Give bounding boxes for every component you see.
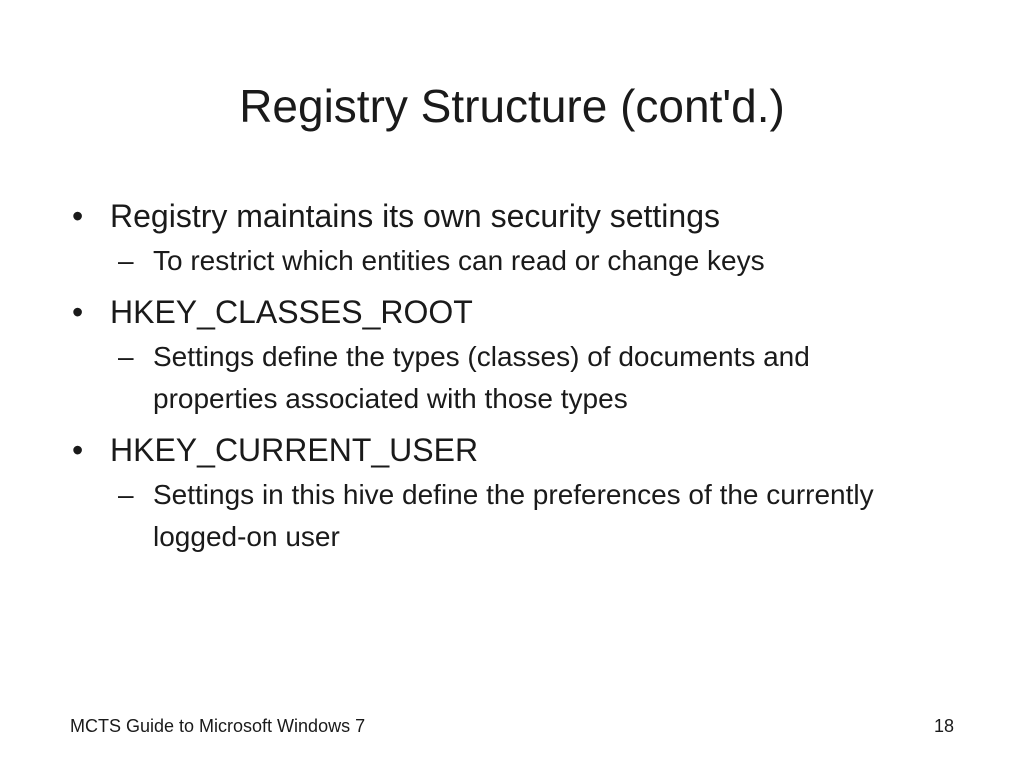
bullet-item — [66, 288, 966, 336]
page-number: 18 — [933, 716, 954, 736]
sub-bullet-marker: – — [118, 479, 134, 510]
bullet-text: Registry maintains its own security settings — [110, 198, 720, 234]
bullet-marker: • — [72, 198, 84, 234]
sub-bullet-marker: – — [118, 341, 134, 372]
bullet-item — [66, 192, 966, 240]
sub-bullet-item — [66, 474, 966, 558]
sub-bullet-item — [66, 240, 966, 282]
bullet-marker: • — [72, 294, 84, 330]
bullet-list — [66, 192, 966, 564]
footer-course-title: MCTS Guide to Microsoft Windows 7 — [70, 716, 366, 736]
bullet-item — [66, 426, 966, 474]
sub-bullet-text: To restrict which entities can read or change keys — [153, 245, 765, 276]
slide-title: Registry Structure (cont'd.) — [239, 80, 785, 132]
sub-bullet-text: Settings define the types (classes) of documents and properties associated with those types — [153, 341, 810, 414]
bullet-text: HKEY_CURRENT_USER — [110, 432, 479, 468]
bullet-text: HKEY_CLASSES_ROOT — [110, 294, 473, 330]
bullet-marker: • — [72, 432, 84, 468]
sub-bullet-text: Settings in this hive define the preferences of the currently logged-on user — [153, 479, 874, 552]
sub-bullet-item — [66, 336, 966, 420]
sub-bullet-marker: – — [118, 245, 134, 276]
